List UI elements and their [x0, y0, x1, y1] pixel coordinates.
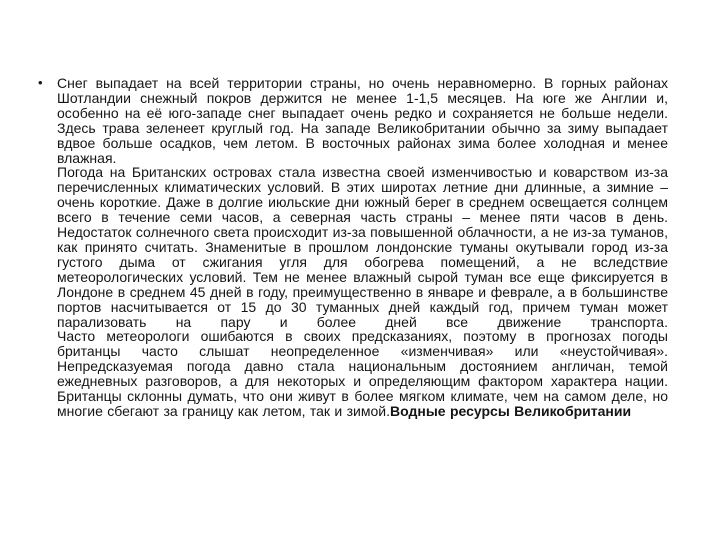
bullet-list-item [38, 76, 668, 419]
paragraph-forecast [57, 329, 668, 418]
heading-water-resources: Водные ресурсы Великобритании [390, 402, 632, 419]
paragraph-weather: Погода на Британских островах стала известна своей изменчивостью и коварством из-за перечисленных климатических условий. В этих широтах летние дни длинные, а зимние – очень короткие. Даже в долгие июльские дни южный берег в среднем освещается солнцем всего в течение семи часов, а северная часть страны – менее пяти часов в день. Недостаток солнечного света происходит из-за повышенной облачности, а не из-за туманов, как принято считать. Знаменитые в прошлом лондонские туманы окутывали город из-за густого дыма от сжигания угля для обогрева помещений, а не вследствие метеорологических условий. Тем не менее влажный сырой туман все еще фиксируется в Лондоне в среднем 45 дней в году, преимущественно в январе и феврале, а в большинстве портов насчитывается от 15 до 30 туманных дней каждый год, причем туман может парализовать на пару и более дней все движение транспорта. [57, 164, 668, 330]
paragraph-snow: Снег выпадает на всей территории страны, но очень неравномерно. В горных районах Шотландии снежный покров держится не менее 1-1,5 месяцев. На юге же Англии и, особенно на её юго-западе снег выпадает очень редко и сохраняется не больше недели. Здесь трава зеленеет круглый год. На западе Великобритании обычно за зиму выпадает вдвое больше осадков, чем летом. В восточных районах зима более холодная и менее влажная. [57, 75, 668, 166]
bullet-marker: • [38, 75, 43, 90]
body-text-block [57, 76, 668, 419]
paragraph-forecast-text: Часто метеорологи ошибаются в своих предсказаниях, поэтому в прогнозах погоды британцы часто слышат неопределенное «изменчивая» или «неустойчивая». Непредсказуемая погода давно стала национальным достоянием англичан, темой ежедневных разговоров, а для некоторых и определяющим фактором характера нации. Британцы склонны думать, что они живут в более мягком климате, чем на самом деле, но многие сбегают за границу как летом, так и зимой. [57, 328, 668, 419]
